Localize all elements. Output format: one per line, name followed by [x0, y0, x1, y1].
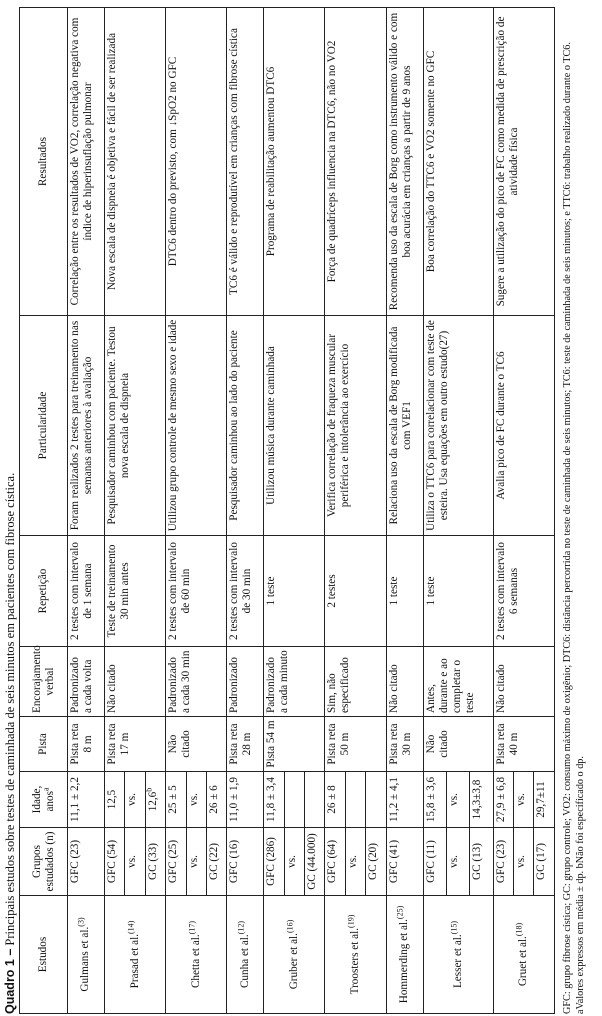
verbal-cell: Não citado [386, 647, 423, 717]
group-cell: vs. [345, 828, 365, 896]
header-row [20, 8, 68, 1014]
pista-cell: Pista 54 m [264, 717, 325, 772]
verbal-cell: Padronizado a cada 30 min [166, 647, 227, 717]
pista-cell: Pista reta 50 m [325, 717, 386, 772]
group-cell: GC (17) [534, 828, 555, 896]
study-cell [423, 896, 493, 1014]
group-cell: GFC (54) [104, 828, 124, 896]
col-header-particularidade: Particularidade [20, 316, 68, 536]
verbal-cell: Não citado [493, 647, 554, 717]
resultados-cell: Boa correlação do TTC6 e VO2 somente no GFC [423, 8, 493, 316]
study-ref: (3) [76, 917, 86, 927]
group-cell: vs. [514, 828, 534, 896]
group-cell: GFC (41) [386, 828, 423, 896]
col-header-idade: Idade, anos$^a$ [20, 772, 68, 828]
verbal-cell: Não citado [104, 647, 165, 717]
resultados-cell: Correlação entre os resultados de VO2, correlação negativa com índice de hiperinsuflação pulmonar [68, 8, 105, 316]
study-name: Troosters et al. [349, 927, 362, 995]
age-cell [284, 772, 304, 828]
study-name: Cunha et al. [238, 934, 251, 989]
study-cell [493, 896, 554, 1014]
study-ref: (18) [514, 922, 524, 937]
table-row [104, 8, 124, 1014]
caption-text: Principais estudos sobre testes de caminhada de seis minutos em pacientes com fibrose cística. [3, 472, 17, 946]
resultados-cell: Força de quadríceps influencia na DTC6, não no VO2 [325, 8, 386, 316]
group-cell: vs. [446, 828, 469, 896]
group-cell: GFC (16) [227, 828, 264, 896]
age-sup: b [144, 787, 154, 792]
group-cell: GC (20) [366, 828, 386, 896]
table-row [386, 8, 423, 1014]
repeticao-cell: 1 teste [386, 536, 423, 647]
study-cell [264, 896, 325, 1014]
group-cell: GFC (23) [493, 828, 513, 896]
pista-cell: Pista reta 40 m [493, 717, 554, 772]
age-cell: vs. [125, 772, 145, 828]
col-header-estudos: Estudos [20, 896, 68, 1014]
table-row [166, 8, 186, 1014]
study-name: Hommerding et al. [398, 919, 411, 1004]
pista-cell: Pista reta 8 m [68, 717, 105, 772]
group-cell: GC (13) [470, 828, 493, 896]
col-header-resultados: Resultados [20, 8, 68, 316]
col-header-grupos: Grupos estudados (n) [20, 828, 68, 896]
age-cell: 29,7±11 [534, 772, 555, 828]
verbal-cell: Sim, não especificado [325, 647, 386, 717]
table-row [264, 8, 284, 1014]
group-cell: vs. [186, 828, 206, 896]
age-cell: vs. [186, 772, 206, 828]
pista-cell: Pista reta 28 m [227, 717, 264, 772]
verbal-cell: Padronizado a cada minuto [264, 647, 325, 717]
particularidade-cell: Utilizou grupo controle de mesmo sexo e idade [166, 316, 227, 536]
table-caption [3, 14, 18, 1014]
repeticao-cell: 2 testes com intervalo de 60 min [166, 536, 227, 647]
age-cell: 25 ± 5 [166, 772, 186, 828]
verbal-cell: Antes, durante e ao completar o teste [423, 647, 493, 717]
particularidade-cell: Avalia pico de FC durante o TC6 [493, 316, 554, 536]
age-cell: 11,2 ± 4,1 [386, 772, 423, 828]
age-cell: 27,9 ± 6,8 [493, 772, 513, 828]
study-ref: (14) [125, 920, 135, 934]
group-cell: GC (22) [206, 828, 226, 896]
study-ref: (12) [236, 920, 246, 935]
age-cell: 14,3±3,8 [470, 772, 493, 828]
study-cell [104, 896, 165, 1014]
repeticao-cell: 2 testes com intervalo 6 semanas [493, 536, 554, 647]
resultados-cell: Nova escala de dispneia é objetiva e fácil de ser realizada [104, 8, 165, 316]
table-row [227, 8, 264, 1014]
particularidade-cell: Relaciona uso da escala de Borg modificada com VEF1 [386, 316, 423, 536]
study-ref: (16) [285, 919, 295, 934]
study-ref: (15) [448, 920, 458, 935]
group-cell: GFC (11) [423, 828, 446, 896]
particularidade-cell: Pesquisador caminhou com paciente. Testou nova escala de dispneia [104, 316, 165, 536]
study-name: Chetta et al. [189, 934, 202, 989]
sup-a: a [40, 787, 50, 792]
verbal-cell: Padronizado a cada volta [68, 647, 105, 717]
resultados-cell: Sugere a utilização do pico de FC como medida de prescrição de atividade física [493, 8, 554, 316]
table-footnote: GFC: grupo fibrose cística; GC: grupo controle; VO2: consumo máximo de oxigênio; DTC6: distância percorrida no teste de caminhada de seis minutos; TC6: teste de caminhada de seis minutos; e TTC6: trabalho realizado durante o TC6. aValores expressos em média ± dp. bNão foi especificado o dp. [562, 42, 586, 1014]
age-cell: 12,6$^b$ [145, 772, 165, 828]
group-cell: GC (44.000) [305, 828, 325, 896]
repeticao-cell: Teste de treinamento 30 min antes [104, 536, 165, 647]
table-row [423, 8, 446, 1014]
age-cell: 11,8 ± 3,4 [264, 772, 284, 828]
pista-cell: Pista reta 17 m [104, 717, 165, 772]
study-name: Gulmans et al. [79, 926, 92, 992]
group-cell: GFC (23) [68, 828, 105, 896]
table-row [68, 8, 105, 1014]
group-cell: GC (33) [145, 828, 165, 896]
verbal-cell: Padronizado [227, 647, 264, 717]
col-header-pista: Pista [20, 717, 68, 772]
age-cell: 26 ± 6 [206, 772, 226, 828]
pista-cell: Não citado [166, 717, 227, 772]
caption-label: Quadro 1 – [3, 948, 17, 1014]
age-cell [305, 772, 325, 828]
study-ref: (19) [346, 914, 356, 928]
age-cell [345, 772, 365, 828]
repeticao-cell: 1 teste [264, 536, 325, 647]
repeticao-cell: 1 teste [423, 536, 493, 647]
table-row [493, 8, 513, 1014]
study-name: Prasad et al. [128, 933, 141, 989]
group-cell: GFC (64) [325, 828, 345, 896]
particularidade-cell: Utilizou música durante caminhada [264, 316, 325, 536]
study-name: Lesser et al. [451, 934, 464, 989]
study-name: Gruet et al. [517, 936, 530, 987]
col-header-repeticao: Repetição [20, 536, 68, 647]
group-cell: vs. [284, 828, 304, 896]
pista-cell: Pista reta 30 m [386, 717, 423, 772]
repeticao-cell: 2 testes com intervalo de 1 semana [68, 536, 105, 647]
study-cell [166, 896, 227, 1014]
group-cell: vs. [125, 828, 145, 896]
study-ref: (25) [395, 905, 405, 920]
age-cell: vs. [446, 772, 469, 828]
pista-cell: Não citado [423, 717, 493, 772]
studies-table [19, 7, 555, 1014]
repeticao-cell: 2 testes [325, 536, 386, 647]
age-cell: 26 ± 8 [325, 772, 345, 828]
age-cell [366, 772, 386, 828]
resultados-cell: Programa de reabilitação aumentou DTC6 [264, 8, 325, 316]
study-cell [68, 896, 105, 1014]
particularidade-cell: Pesquisador caminhou ao lado do paciente [227, 316, 264, 536]
particularidade-cell: Utiliza o TTC6 para correlacionar com teste de esteira. Usa equações em outro estudo(27) [423, 316, 493, 536]
study-name: Gruber et al. [287, 933, 300, 990]
particularidade-cell: Foram realizados 2 testes para treinamento nas semanas anteriores à avaliação [68, 316, 105, 536]
age-cell: 11,0 ± 1,9 [227, 772, 264, 828]
study-ref: (17) [186, 920, 196, 935]
age-cell: vs. [514, 772, 534, 828]
table-row [325, 8, 345, 1014]
col-header-encorajamento: Encorajamento verbal [20, 647, 68, 717]
resultados-cell: Recomenda uso da escala de Borg como instrumento válido e com boa acurácia em crianças a partir de 9 anos [386, 8, 423, 316]
age-cell: 11,1 ± 2,2 [68, 772, 105, 828]
resultados-cell: DTC6 dentro do previsto, com ↓SpO2 no GFC [166, 8, 227, 316]
group-cell: GFC (25) [166, 828, 186, 896]
age-cell: 15,8 ± 3,6 [423, 772, 446, 828]
study-cell [325, 896, 386, 1014]
resultados-cell: TC6 é válido e reprodutível em crianças com fibrose cística [227, 8, 264, 316]
study-cell [386, 896, 423, 1014]
repeticao-cell: 2 testes com intervalo de 30 min [227, 536, 264, 647]
group-cell: GFC (286) [264, 828, 284, 896]
particularidade-cell: Verifica correlação de fraqueza muscular periférica e intolerância ao exercício [325, 316, 386, 536]
study-cell [227, 896, 264, 1014]
age-cell: 12,5 [104, 772, 124, 828]
